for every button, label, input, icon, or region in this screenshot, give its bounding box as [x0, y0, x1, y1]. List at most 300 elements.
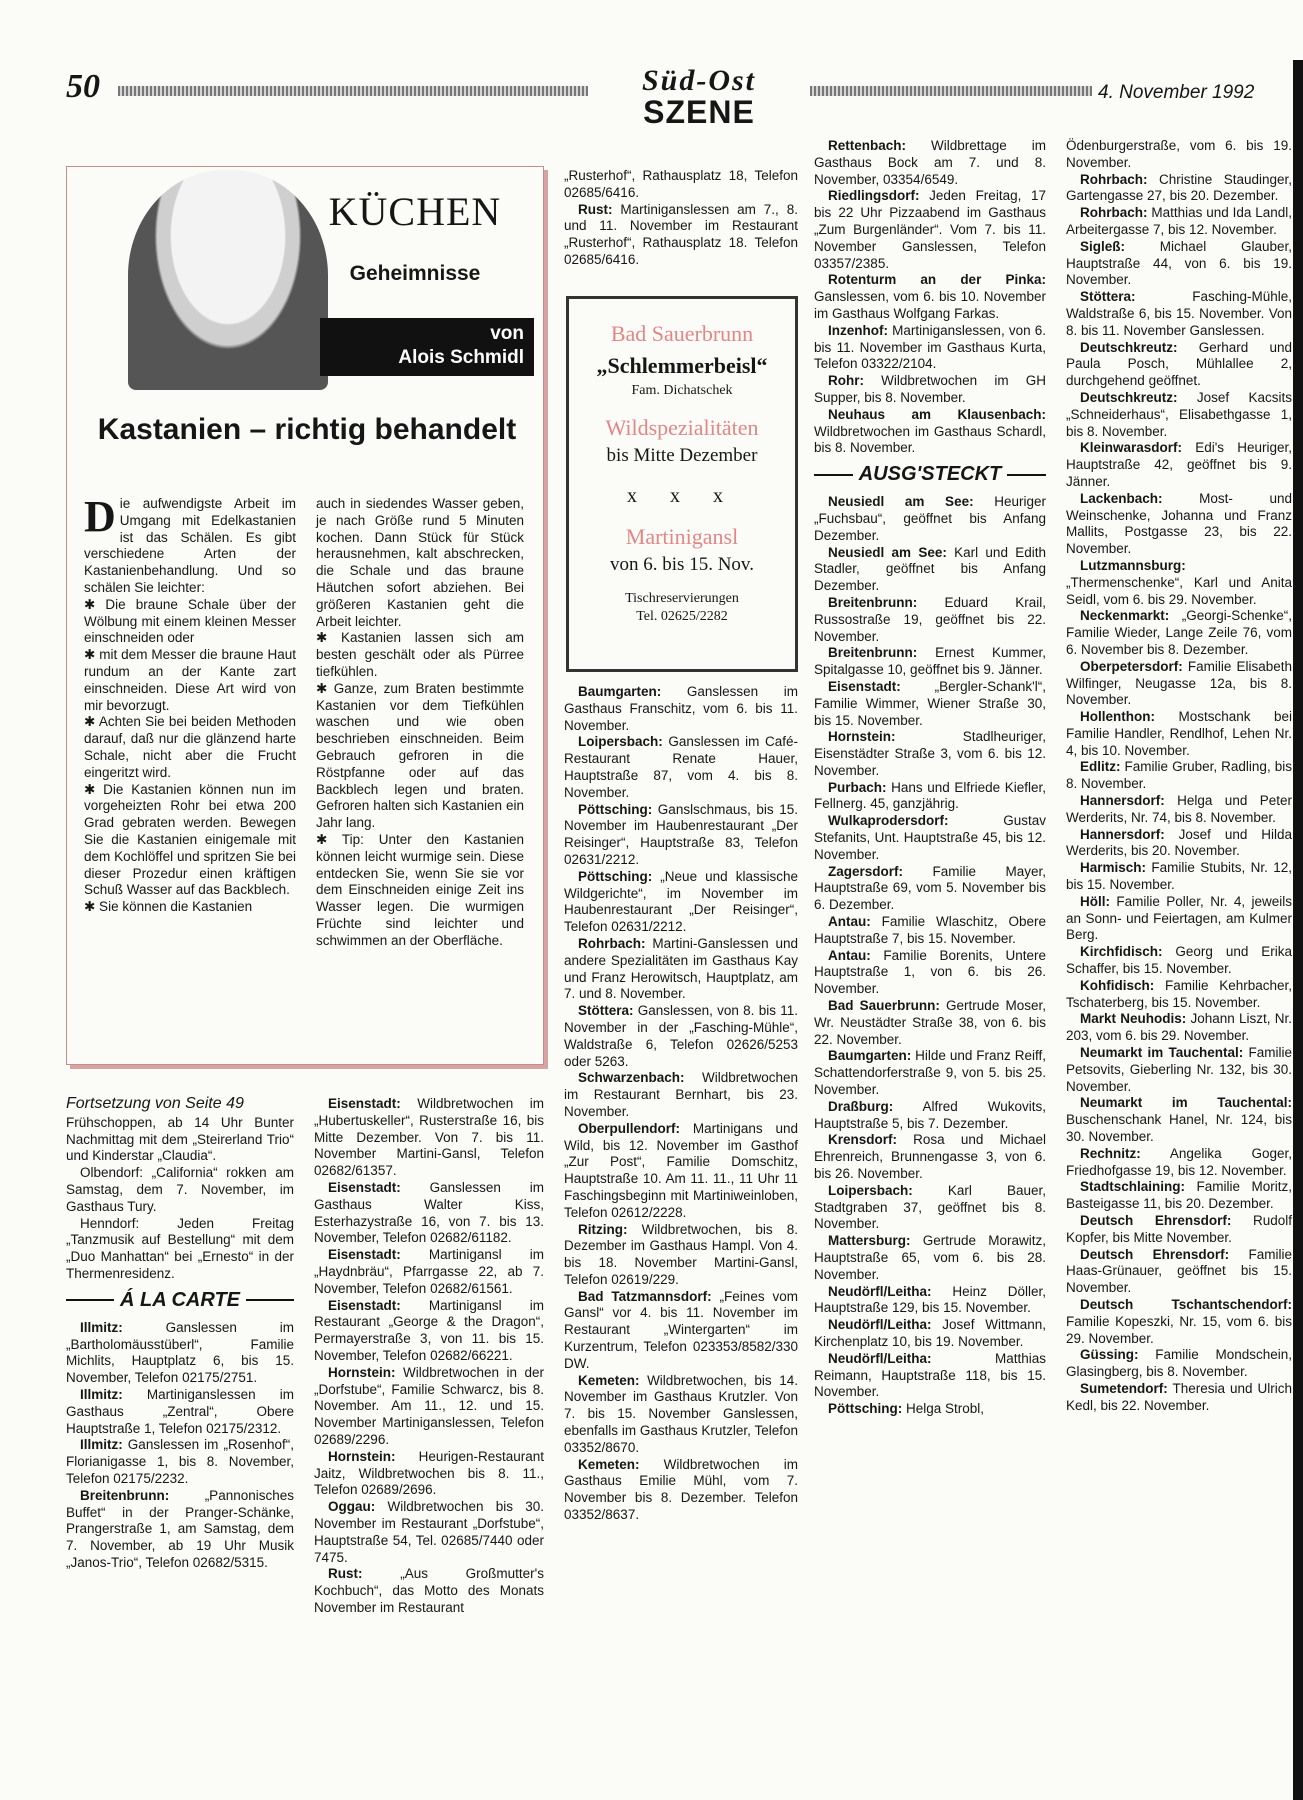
listing-entry	[314, 1365, 544, 1449]
listing-place: Antau:	[828, 947, 871, 963]
column-a	[66, 1096, 294, 1572]
listing-place: Rust:	[578, 201, 613, 217]
restaurant-ad	[566, 296, 798, 672]
listing-place: Sumetendorf:	[1080, 1380, 1168, 1396]
listing-text: Gerhard und Paula Posch, Mühlallee 2, durchgehend geöffnet.	[1066, 339, 1292, 389]
listing-place: Sigleß:	[1080, 238, 1126, 254]
listing-text: Matthias Reimann, Hauptstraße 118, bis 15. November.	[814, 1350, 1046, 1400]
listing-place: Pöttsching:	[828, 1401, 903, 1417]
listing-entry	[814, 1183, 1046, 1233]
listing-text: Heuriger „Fuchsbau“, geöffnet bis Anfang Dezember.	[814, 494, 1046, 543]
listing-place: Stöttera:	[1080, 289, 1136, 305]
listing-entry	[1066, 659, 1292, 709]
listing-entry	[814, 1317, 1046, 1351]
listing-entry	[564, 869, 798, 936]
ad-special-2-date: von 6. bis 15. Nov.	[610, 554, 754, 575]
listing-text: Matthias und Ida Landl, Arbeitergasse 7, bis 12. November.	[1066, 205, 1292, 237]
listing-place: Riedlingsdorf:	[828, 188, 920, 204]
listing-place: Kemeten:	[578, 1372, 640, 1388]
listing-place: Kemeten:	[578, 1456, 640, 1472]
listing-place: Deutsch Tschantschendorf:	[1080, 1296, 1292, 1312]
listing-text: „Feines vom Gansl“ vor 4. bis 11. November im Restaurant „Wintergarten“ im Kurzentrum, Telefon 023353/8582/330 DW.	[564, 1288, 798, 1371]
listing-entry	[814, 188, 1046, 272]
listing-text: Familie Kehrbacher, Tschaterberg, bis 15. November.	[1066, 977, 1292, 1010]
listing-place: Bad Sauerbrunn:	[828, 998, 940, 1014]
listing-entry	[1066, 440, 1292, 490]
listing-text: Edi's Heuriger, Hauptstraße 42, geöffnet bis 9. Jänner.	[1066, 440, 1292, 489]
listing-text: Familie Mayer, Hauptstraße 69, vom 5. November bis 6. Dezember.	[814, 863, 1046, 913]
listing-text: Josef und Hilda Werderits, bis 20. November.	[1066, 826, 1292, 859]
listing-entry	[314, 1499, 544, 1566]
listing-entry	[1066, 1247, 1292, 1297]
listing-text: Familie Wlaschitz, Obere Hauptstraße 7, bis 15. November.	[814, 914, 1046, 946]
listing-entries	[564, 684, 798, 1524]
listing-entry	[1066, 172, 1292, 206]
listing-text: Wildbretwochen im Gasthaus Schardl, bis 8. November.	[814, 423, 1046, 456]
listing-place: Bad Tatzmannsdorf:	[578, 1288, 712, 1304]
listing-entry	[564, 802, 798, 869]
listing-text: Ganslessen im „Bartholomäusstüberl“, Familie Michlits, Hauptplatz 6, bis 15. November, Telefon 02175/2751.	[66, 1319, 294, 1386]
listing-place: Rohrbach:	[1080, 171, 1148, 187]
listing-entry	[564, 1457, 798, 1524]
listing-text: Eduard Krail, Russostraße 19, geöffnet bis 22. November.	[814, 594, 1046, 644]
listing-place: Kirchfidisch:	[1080, 944, 1163, 960]
listing-text: Josef Wittmann, Kirchenplatz 10, bis 19. November.	[814, 1317, 1046, 1349]
listing-entry	[814, 373, 1046, 407]
listing-text: Hans und Elfriede Kiefler, Fellnerg. 45, ganzjährig.	[814, 779, 1046, 812]
ad-special-1: Wildspezialitäten	[605, 415, 759, 440]
listing-entry	[814, 679, 1046, 729]
listing-text: Martiniganslessen im Gasthaus „Zentral“, Obere Hauptstraße 1, Telefon 02175/2312.	[66, 1386, 294, 1436]
listing-place: Höll:	[1080, 893, 1110, 909]
listing-entry	[814, 998, 1046, 1048]
ad-name: „Schlemmerbeisl“	[596, 353, 768, 378]
feature-paragraph: ✱ Achten Sie bei beiden Methoden darauf, daß nur die glänzend harte Schale, nicht aber die Frucht eingeritzt wird.	[84, 714, 296, 780]
listing-text: Josef Kacsits „Schneiderhaus“, Elisabethgasse 1, bis 8. November.	[1066, 389, 1292, 439]
listing-entry	[1066, 1347, 1292, 1381]
listing-text: Familie Stubits, Nr. 12, bis 15. November.	[1066, 860, 1292, 893]
listing-entry	[814, 1132, 1046, 1182]
listing-place: Neusiedl am See:	[828, 544, 947, 560]
feature-subtitle: Geheimnisse	[349, 262, 481, 285]
listing-place: Antau:	[828, 914, 871, 930]
listing-place: Eisenstadt:	[328, 1247, 401, 1263]
listing-entry	[1066, 558, 1292, 608]
byline	[320, 318, 534, 376]
listing-entry	[564, 684, 798, 734]
listing-text: Wildbretwochen im GH Supper, bis 8. November.	[814, 373, 1046, 405]
listing-place: Neudörfl/Leitha:	[828, 1317, 932, 1333]
listing-entry	[814, 948, 1046, 998]
listing-entry	[564, 1373, 798, 1457]
listing-entry	[564, 168, 798, 202]
ad-phone: Tel. 02625/2282	[636, 609, 728, 624]
listing-place: Stöttera:	[578, 1003, 634, 1019]
listing-place: Rechnitz:	[1080, 1145, 1141, 1161]
listing-entry	[1066, 138, 1292, 172]
column-d	[814, 138, 1046, 1418]
listing-text: Jeden Freitag, 17 bis 22 Uhr Pizzaabend im Gasthaus „Zum Burgenländer“. Vom 7. bis 11. November Ganslessen, Telefon 03357/2385.	[814, 188, 1046, 271]
listing-entry	[1066, 1179, 1292, 1213]
listing-text: Ganslessen im Gasthaus Walter Kiss, Esterhazystraße 16, von 7. bis 13. November, Telefon 02682/61182.	[314, 1179, 544, 1246]
column-c	[564, 684, 798, 1524]
listing-place: Mattersburg:	[828, 1233, 911, 1249]
listing-entry	[564, 1222, 798, 1289]
listing-text: Familie Haas-Grünauer, geöffnet bis 15. November.	[1066, 1246, 1292, 1296]
listing-text: Gertrude Morawitz, Hauptstraße 65, vom 6. bis 28. November.	[814, 1233, 1046, 1282]
listing-text: Martini-Ganslessen und andere Spezialitäten im Gasthaus Kay und Franz Herowitsch, Hauptplatz, am 7. und 8. November.	[564, 935, 798, 1002]
listing-place: Rust:	[328, 1566, 363, 1582]
listing-entry	[1066, 205, 1292, 239]
listing-entry	[314, 1180, 544, 1247]
listing-entry	[814, 864, 1046, 914]
feature-paragraph: ✱ mit dem Messer die braune Haut rundum an der Kante zart einschneiden. Diese Art wird von mir bevorzugt.	[84, 647, 296, 713]
ad-reservation: Tischreservierungen	[625, 591, 739, 606]
listing-entry	[1066, 1297, 1292, 1347]
listing-entry	[314, 1298, 544, 1365]
feature-col-2	[316, 496, 524, 950]
feature-paragraph: ✱ Ganze, zum Braten bestimmte Kastanien vor dem Tiefkühlen waschen und wie oben beschrieben einschneiden. Beim Gebrauch gefroren in die Röstpfanne oder auf das Backblech legen und braten. Gefroren halten sich Kastanien ein Jahr lang.	[316, 680, 524, 831]
listing-text: Familie Petsovits, Gieberling Nr. 132, bis 30. November.	[1066, 1045, 1292, 1094]
listing-place: Hornstein:	[828, 729, 896, 745]
listing-text: Ödenburgerstraße, vom 6. bis 19. November.	[1066, 138, 1292, 170]
listing-text: Alfred Wukovits, Hauptstraße 5, bis 7. Dezember.	[814, 1098, 1046, 1131]
ad-special-2: Martinigansl	[625, 524, 739, 549]
feature-col-1	[84, 492, 296, 916]
listing-place: Güssing:	[1080, 1347, 1139, 1363]
listing-entry	[314, 1449, 544, 1499]
listing-text: Martiniganslessen am 7., 8. und 11. November im Restaurant „Rusterhof“, Rathausplatz 18. Telefon 02685/6416.	[564, 201, 798, 267]
listing-entry	[1066, 759, 1292, 793]
listing-text: Theresia und Ulrich Kedl, bis 22. November.	[1066, 1380, 1292, 1413]
listing-text: Most- und Weinschenke, Johanna und Franz Mallits, Postgasse 23, bis 22. November.	[1066, 490, 1292, 557]
listing-text: Gertrude Moser, Wr. Neustädter Straße 38, von 6. bis 22. November.	[814, 998, 1046, 1047]
feature-paragraph: ✱ Kastanien lassen sich am besten geschält oder als Pürree tiefkühlen.	[316, 630, 524, 679]
listing-entry	[814, 494, 1046, 544]
listing-place: Eisenstadt:	[828, 678, 901, 694]
listing-entries	[1066, 138, 1292, 1415]
column-c-top	[564, 168, 798, 269]
listing-text: Heinz Döller, Hauptstraße 129, bis 15. November.	[814, 1283, 1046, 1316]
listing-entry	[1066, 1095, 1292, 1145]
listing-text: Ganslschmaus, bis 15. November im Haubenrestaurant „Der Reisinger“, Hauptstraße 83, Telefon 02631/2212.	[564, 801, 798, 867]
listing-text: Ganslessen im Café-Restaurant Renate Hauer, Hauptstraße 87, vom 4. bis 8. November.	[564, 734, 798, 800]
listing-text: Martinigansl im Restaurant „George & the Dragon“, Permayerstraße 3, von 11. bis 15. November, Telefon 02682/66221.	[314, 1297, 544, 1363]
listing-place: Hollenthon:	[1080, 709, 1155, 725]
listing-text: Wildbretwochen in der „Dorfstube“, Familie Schwarcz, bis 8. November. Am 11., 12. und 15. November Martiniganslessen, Telefon 02689/2296.	[314, 1364, 544, 1447]
listing-entry	[564, 734, 798, 801]
listing-place: Inzenhof:	[828, 322, 888, 338]
listing-place: Neudörfl/Leitha:	[828, 1350, 932, 1366]
ad-place: Bad Sauerbrunn	[610, 321, 754, 346]
listing-place: Loipersbach:	[578, 734, 663, 750]
banner-a-la-carte	[66, 1289, 294, 1312]
listing-entry	[814, 729, 1046, 779]
listing-text: Rosa und Michael Ehrenreich, Brunnengasse 3, von 6. bis 26. November.	[814, 1132, 1046, 1182]
listing-place: Rohrbach:	[1080, 205, 1148, 221]
listing-entries	[564, 168, 798, 269]
listing-text: Familie Moritz, Basteigasse 11, bis 20. Dezember.	[1066, 1179, 1292, 1212]
listing-place: Baumgarten:	[578, 684, 662, 699]
listing-place: Rotenturm an der Pinka:	[828, 272, 1046, 288]
logo-top-text: Süd-Ost	[641, 64, 757, 97]
listing-place: Eisenstadt:	[328, 1179, 401, 1195]
listing-text: Ganslessen, von 8. bis 11. November in der „Fasching-Mühle“, Waldstraße 6, Telefon 02626/5253 oder 5263.	[564, 1003, 798, 1069]
listing-place: Rettenbach:	[828, 138, 907, 153]
feature-paragraph: ✱ Sie können die Kastanien	[84, 899, 253, 915]
listing-entry	[1066, 978, 1292, 1012]
header-rule-right	[810, 86, 1092, 96]
listing-entry	[814, 1351, 1046, 1401]
listing-entry	[1066, 827, 1292, 861]
listing-text: Wildbretwochen im „Hubertuskeller“, Rusterstraße 16, bis Mitte Dezember. Von 7. bis 11. November Martini-Gansl, Telefon 02682/61357.	[314, 1096, 544, 1179]
listing-text: Angelika Goger, Friedhofgasse 19, bis 12. November.	[1066, 1145, 1292, 1178]
listing-text: Helga Strobl,	[902, 1401, 985, 1417]
listing-entry	[1066, 1146, 1292, 1180]
listing-text: Ernest Kummer, Spitalgasse 10, geöffnet bis 9. Jänner.	[814, 645, 1046, 678]
listing-place: Draßburg:	[828, 1098, 894, 1114]
listing-place: Ritzing:	[578, 1221, 628, 1237]
listing-entry	[1066, 1381, 1292, 1415]
listing-entry	[814, 545, 1046, 595]
listing-place: Breitenbrunn:	[828, 594, 918, 610]
feature-paragraph: ✱ Tip: Unter den Kastanien können leicht wurmige sein. Diese entdecken Sie, wenn Sie sie vor dem Einschneiden einige Zeit ins Wasser legen. Die wurmigen Früchte sind leichter und schwimmen an der Oberfläche.	[316, 831, 524, 948]
listing-text: Buschenschank Hanel, Nr. 124, bis 30. November.	[1066, 1112, 1292, 1145]
listing-entry	[814, 1048, 1046, 1098]
listing-place: Hannersdorf:	[1080, 793, 1165, 809]
listing-place: Illmitz:	[80, 1319, 123, 1335]
listing-text: Georg und Erika Schaffer, bis 15. November.	[1066, 944, 1292, 977]
listing-text: Familie Borenits, Untere Hauptstraße 1, von 6. bis 26. November.	[814, 947, 1046, 997]
listing-text: Ganslessen im „Rosenhof“, Florianigasse 1, bis 8. November, Telefon 02175/2232.	[66, 1437, 294, 1486]
listing-text: Johann Liszt, Nr. 203, vom 6. bis 29. November.	[1066, 1011, 1292, 1044]
listing-place: Pöttsching:	[578, 801, 653, 817]
listing-place: Purbach:	[828, 779, 887, 795]
listing-entry	[814, 1401, 1046, 1418]
feature-paragraph: auch in siedendes Wasser geben, je nach Größe rund 5 Minuten kochen. Dann Stück für Stück herausnehmen, kalt abschrecken, die Schale und das braune Häutchen sofort abziehen. Bei größeren Kastanien geht die Arbeit leichter.	[316, 496, 524, 629]
listing-entry	[814, 595, 1046, 645]
listing-text: „Bergler-Schank'l“, Familie Wimmer, Wiener Straße 30, bis 15. November.	[814, 678, 1046, 728]
listing-text: Martiniganslessen, von 6. bis 11. November im Gasthaus Kurta, Telefon 03322/2104.	[814, 322, 1046, 372]
chef-photo	[128, 170, 328, 390]
listing-text: Martinigans und Wild, bis 12. November im Gasthof „Zur Post“, Familie Domschitz, Hauptstraße 10. Am 11. 11., 11 Uhr 11 Faschingsbeginn mit Martiniweinloben, Telefon 02612/2228.	[564, 1120, 798, 1220]
listing-entry	[1066, 860, 1292, 894]
ad-divider: x x x	[627, 485, 737, 507]
listing-entry	[564, 1289, 798, 1373]
column-b	[314, 1096, 544, 1617]
listing-entries	[814, 494, 1046, 1418]
listing-entries	[814, 138, 1046, 457]
listing-entries	[314, 1096, 544, 1617]
listing-entry	[814, 138, 1046, 188]
listing-place: Krensdorf:	[828, 1132, 898, 1148]
listing-place: Eisenstadt:	[328, 1297, 401, 1313]
listing-place: Lackenbach:	[1080, 490, 1163, 506]
feature-paragraph: ✱ Die Kastanien können nun im vorgeheizten Rohr bei etwa 200 Grad gebraten werden. Bewegen Sie die Kastanien einigemale mit dem Kochlöffel und spritzen Sie bei dieser Prozedur einen kräftigen Schuß Wasser auf das Backblech.	[84, 781, 296, 898]
listing-place: Markt Neuhodis:	[1080, 1011, 1187, 1027]
listing-text: Hilde und Franz Reiff, Schattendorferstraße 9, von 5. bis 25. November.	[814, 1048, 1046, 1098]
listing-place: Rohr:	[828, 373, 864, 389]
listing-place: Neumarkt im Tauchental:	[1080, 1095, 1292, 1111]
listing-entry	[1066, 1213, 1292, 1247]
listing-paragraph: Henndorf: Jeden Freitag „Tanzmusik auf Bestellung“ mit dem „Duo Manhattan“ bei „Ernesto“ in der Thermenresidenz.	[66, 1215, 294, 1281]
listing-place: Neumarkt im Tauchental:	[1080, 1045, 1244, 1061]
feature-paragraph: ie aufwendigste Arbeit im Umgang mit Edelkastanien ist das Schälen. Es gibt verschiedene Arten der Kastanienbehandlung. Und so schälen Sie leichter:	[84, 496, 296, 595]
listing-entry	[814, 407, 1046, 457]
listing-entry	[314, 1566, 544, 1616]
listing-text: Ganslessen im Gasthaus Franschitz, vom 6. bis 11. November.	[564, 684, 798, 733]
listing-place: Oggau:	[328, 1499, 376, 1515]
listing-entry	[564, 1121, 798, 1222]
issue-date: 4. November 1992	[1098, 82, 1255, 103]
listing-place: Stadtschlaining:	[1080, 1179, 1186, 1195]
logo-bottom-text: SZENE	[643, 94, 755, 130]
listing-entry	[1066, 289, 1292, 339]
listing-text: Heurigen-Restaurant Jaitz, Wildbretwochen bis 8. 11., Telefon 02689/2696.	[314, 1448, 544, 1498]
listing-place: Illmitz:	[80, 1437, 123, 1453]
listing-entry	[814, 1233, 1046, 1283]
listing-place: Schwarzenbach:	[578, 1070, 685, 1086]
listing-place: Neudörfl/Leitha:	[828, 1283, 932, 1299]
listing-place: Harmisch:	[1080, 860, 1147, 876]
listing-place: Hornstein:	[328, 1448, 396, 1464]
listing-entry	[66, 1488, 294, 1572]
listing-entry	[1066, 894, 1292, 944]
feature-headline: Kastanien – richtig behandelt	[97, 413, 517, 446]
listing-paragraph: Frühschoppen, ab 14 Uhr Bunter Nachmittag mit dem „Steirerland Trio“ und Kinderstar „Claudia“.	[66, 1114, 294, 1164]
listing-text: Wildbretwochen, bis 8. Dezember im Gasthaus Hampl. Von 4. bis 18. November Martini-Gansl, Telefon 02619/229.	[564, 1221, 798, 1287]
listing-place: Kohfidisch:	[1080, 977, 1155, 993]
listing-text: Christine Staudinger, Gartengasse 27, bis 20. Dezember.	[1066, 171, 1292, 204]
listing-entry	[564, 202, 798, 269]
listing-text: Wildbretwochen bis 30. November im Restaurant „Dorfstube“, Hauptstraße 54, Tel. 02685/7440 oder 7475.	[314, 1499, 544, 1565]
listing-text: Familie Poller, Nr. 4, jeweils an Sonn- und Feiertagen, am Kulmer Berg.	[1066, 893, 1292, 943]
listing-entry	[1066, 390, 1292, 440]
listing-text: „Georgi-Schenke“, Familie Wieder, Lange Zeile 76, vom 6. November bis 8. Dezember.	[1066, 608, 1292, 657]
listing-place: Breitenbrunn:	[828, 645, 918, 661]
listing-entry	[814, 914, 1046, 948]
listing-text: „Thermenschenke“, Karl und Anita Seidl, vom 6. bis 29. November.	[1066, 574, 1292, 607]
listing-place: Zagersdorf:	[828, 863, 904, 879]
listing-entries	[66, 1320, 294, 1572]
listing-place: Lutzmannsburg:	[1080, 557, 1186, 573]
listing-entry	[1066, 491, 1292, 558]
listing-place: Deutsch Ehrensdorf:	[1080, 1246, 1230, 1262]
page-number: 50	[66, 68, 100, 105]
page-edge-shadow	[1293, 60, 1303, 1800]
listing-place: Neuhaus am Klausenbach:	[828, 406, 1046, 422]
listing-place: Wulkaprodersdorf:	[828, 813, 949, 829]
listing-entry	[564, 1003, 798, 1070]
listing-entry	[814, 780, 1046, 814]
listing-place: Neckenmarkt:	[1080, 608, 1170, 624]
listing-place: Oberpullendorf:	[578, 1120, 680, 1136]
listing-text: „Aus Großmutter's Kochbuch“, das Motto des Monats November im Restaurant	[314, 1566, 544, 1615]
listing-text: Michael Glauber, Hauptstraße 44, von 6. bis 19. November.	[1066, 238, 1292, 288]
banner-label: Á LA CARTE	[120, 1288, 240, 1311]
listing-entry	[814, 1099, 1046, 1133]
listing-place: Rohrbach:	[578, 935, 646, 951]
listing-text: Wildbretwochen im Gasthaus Emilie Mühl, vom 7. November bis 8. Dezember. Telefon 03352/8637.	[564, 1456, 798, 1523]
continued-note: Fortsetzung von Seite 49	[66, 1095, 244, 1112]
listing-place: Kleinwarasdorf:	[1080, 440, 1183, 456]
listing-entry	[1066, 709, 1292, 759]
listing-entry	[66, 1320, 294, 1387]
byline-author: Alois Schmidl	[398, 347, 524, 368]
listing-place: Oberpetersdorf:	[1080, 658, 1183, 674]
section-logo	[588, 64, 810, 131]
listing-text: Familie Kopeszki, Nr. 15, vom 6. bis 29. November.	[1066, 1313, 1292, 1346]
listing-place: Deutschkreutz:	[1080, 339, 1178, 355]
listing-entry	[314, 1247, 544, 1297]
listing-text: Mostschank bei Familie Handler, Rendlhof, Lehen Nr. 4, bis 10. November.	[1066, 709, 1292, 758]
listing-place: Edlitz:	[1080, 759, 1121, 775]
listing-entry	[814, 1284, 1046, 1318]
listing-entry	[1066, 608, 1292, 658]
byline-von: von	[490, 323, 524, 344]
listing-entry	[66, 1387, 294, 1437]
listing-place: Deutschkreutz:	[1080, 389, 1178, 405]
listing-place: Deutsch Ehrensdorf:	[1080, 1213, 1232, 1228]
listing-entry	[564, 1070, 798, 1120]
ad-owner: Fam. Dichatschek	[631, 383, 733, 398]
listing-entry	[1066, 1045, 1292, 1095]
listing-entry	[66, 1437, 294, 1487]
listing-entry	[1066, 793, 1292, 827]
listing-text: „Neue und klassische Wildgerichte“, im November im Haubenrestaurant „Der Reisinger“, Telefon 02631/2212.	[564, 868, 798, 935]
listing-text: Familie Gruber, Radling, bis 8. November.	[1066, 759, 1292, 792]
banner-ausgsteckt	[814, 463, 1046, 486]
listing-text: Fasching-Mühle, Waldstraße 6, bis 15. November. Von 8. bis 11. November Ganslessen.	[1066, 289, 1292, 338]
listing-place: Loipersbach:	[828, 1182, 913, 1198]
listing-text: Gustav Stefanits, Unt. Hauptstraße 45, bis 12. November.	[814, 813, 1046, 862]
listing-text: Stadlheuriger, Eisenstädter Straße 3, vom 6. bis 12. November.	[814, 729, 1046, 778]
listing-entry	[1066, 944, 1292, 978]
listing-text: Wildbretwochen, bis 14. November im Gasthaus Krutzler. Von 7. bis 15. November Ganslessen, ebenfalls im Gasthaus Krutzler, Telefon 03352/8670.	[564, 1372, 798, 1455]
listing-text: „Pannonisches Buffet“ in der Pranger-Schänke, Prangerstraße 1, am Samstag, dem 7. November, ab 19 Uhr Musik „Janos-Trio“, Telefon 02682/5315.	[66, 1487, 294, 1570]
feature-title: KÜCHEN	[328, 189, 502, 234]
listing-place: Pöttsching:	[578, 868, 653, 884]
header-rule-left	[118, 86, 588, 96]
listing-text: Wildbretwochen im Restaurant Bernhart, bis 23. November.	[564, 1070, 798, 1119]
listing-paragraph: Olbendorf: „California“ rokken am Samstag, dem 7. November, im Gasthaus Tury.	[66, 1165, 294, 1214]
listing-entry	[314, 1096, 544, 1180]
listing-text: Rudolf Kopfer, bis Mitte November.	[1066, 1213, 1292, 1245]
feature-paragraph: ✱ Die braune Schale über der Wölbung mit einem kleinen Messer einschneiden oder	[84, 596, 296, 646]
listing-entry	[814, 323, 1046, 373]
listing-entry	[1066, 239, 1292, 289]
listing-entry	[1066, 340, 1292, 390]
listing-text: Martinigansl im „Haydnbräu“, Pfarrgasse 22, ab 7. November, Telefon 02682/61561.	[314, 1247, 544, 1296]
listing-place: Hannersdorf:	[1080, 826, 1165, 842]
dropcap: D	[84, 492, 116, 541]
listing-text: Karl und Edith Stadler, geöffnet bis Anfang Dezember.	[814, 544, 1046, 594]
listing-place: Baumgarten:	[828, 1048, 912, 1064]
banner-label: AUSG'STECKT	[858, 463, 1002, 486]
listing-text: Familie Mondschein, Glasingberg, bis 8. November.	[1066, 1347, 1292, 1380]
listing-text: Helga und Peter Werderits, Nr. 74, bis 8. November.	[1066, 793, 1292, 825]
listing-entry	[814, 813, 1046, 863]
listing-place: Breitenbrunn:	[80, 1487, 170, 1503]
listing-entry	[814, 645, 1046, 679]
listing-text: „Rusterhof“, Rathausplatz 18, Telefon 02685/6416.	[564, 168, 798, 200]
listing-entry	[1066, 1011, 1292, 1045]
listing-entry	[814, 272, 1046, 322]
ad-special-1-date: bis Mitte Dezember	[606, 445, 758, 466]
listing-text: Karl Bauer, Stadtgraben 37, geöffnet bis 8. November.	[814, 1182, 1046, 1232]
listing-place: Eisenstadt:	[328, 1096, 401, 1111]
listing-text: Wildbrettage im Gasthaus Bock am 7. und 8. November, 03354/6549.	[814, 138, 1046, 187]
